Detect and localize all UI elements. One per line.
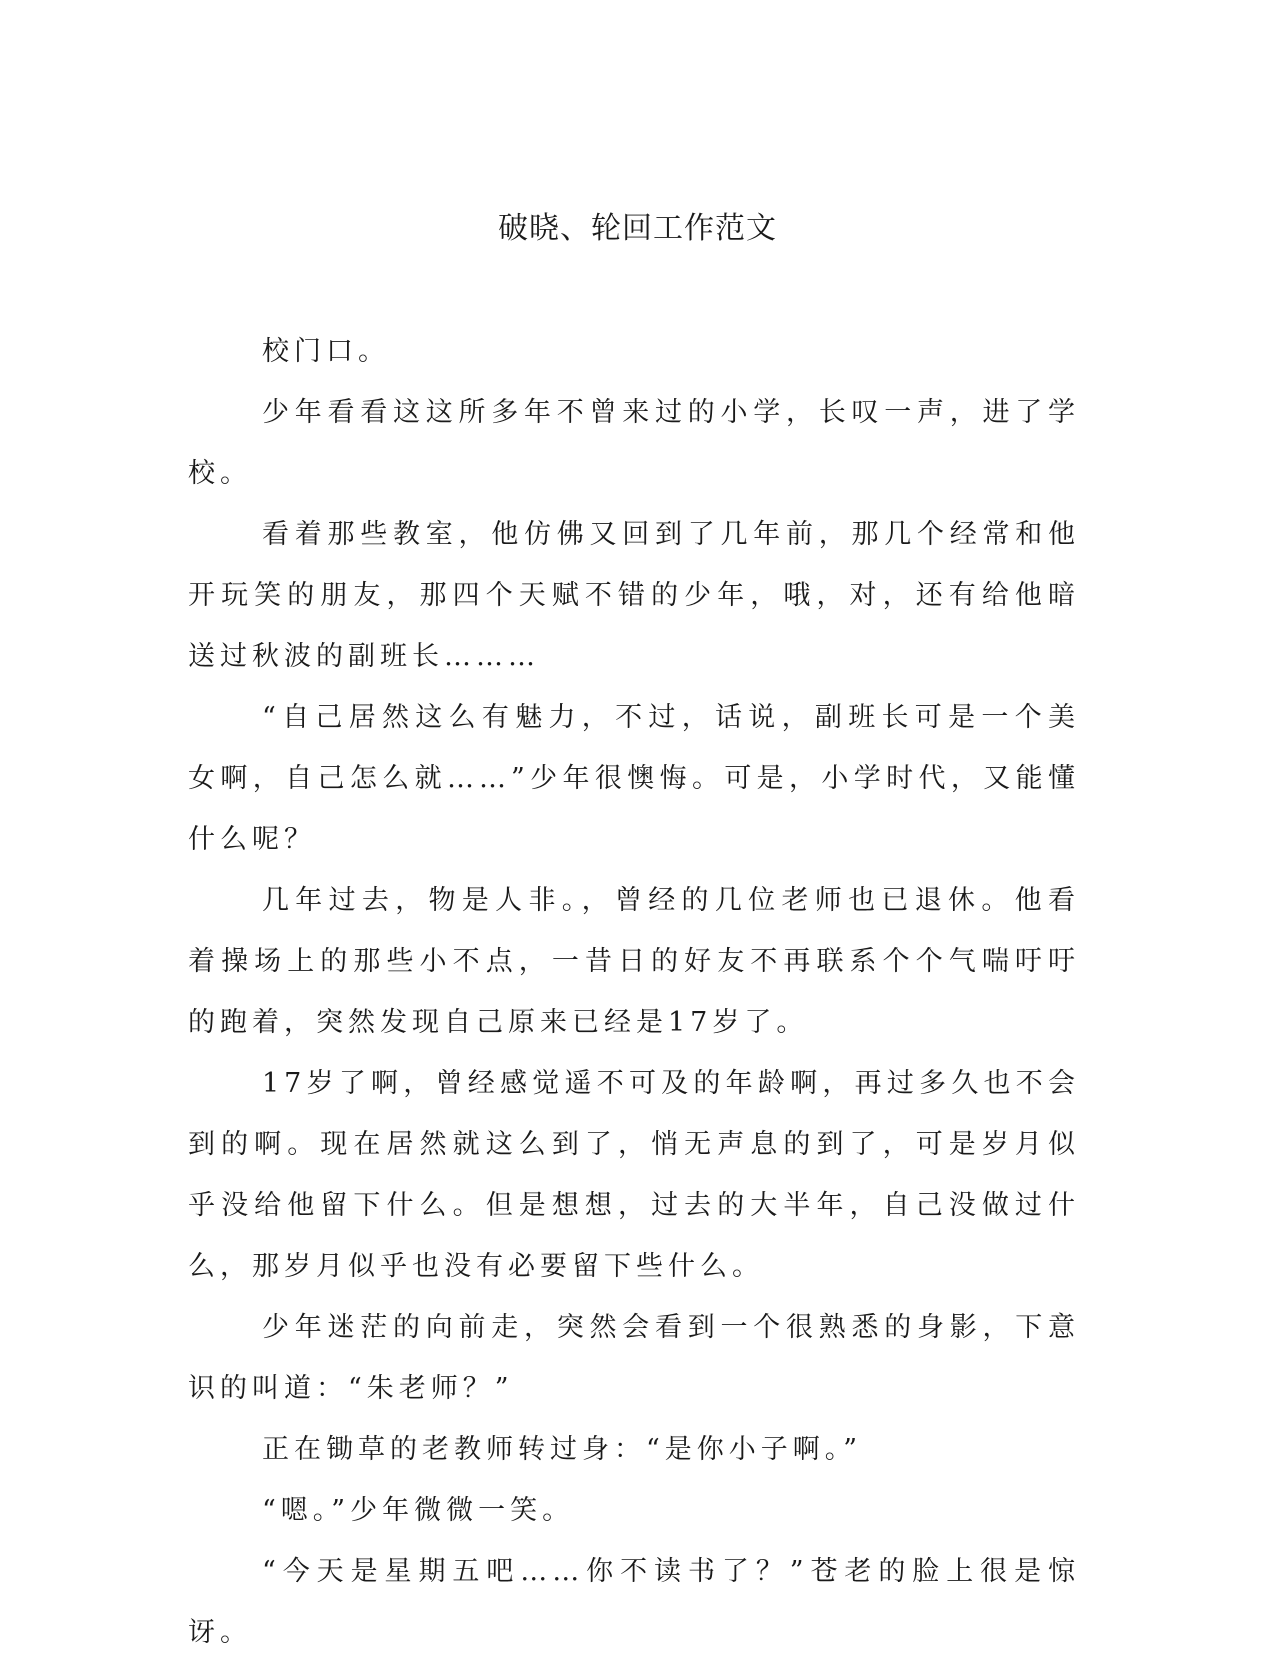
paragraph: 少年看看这这所多年不曾来过的小学，长叹一声，进了学校。: [188, 397, 1080, 489]
paragraph: 少年迷茫的向前走，突然会看到一个很熟悉的身影，下意识的叫道：“朱老师？”: [188, 1312, 1080, 1404]
paragraph: “今天是星期五吧……你不读书了？”苍老的脸上很是惊讶。: [188, 1556, 1080, 1648]
paragraph: “嗯。”少年微微一笑。: [262, 1495, 575, 1526]
document-body: [188, 321, 1080, 1663]
paragraph: 正在锄草的老教师转过身：“是你小子啊。”: [262, 1434, 863, 1465]
paragraph: 几年过去，物是人非。，曾经的几位老师也已退休。他看着操场上的那些小不点，一昔日的好友不再联系个个气喘吁吁的跑着，突然发现自己原来已经是17岁了。: [188, 885, 1080, 1038]
paragraph: 看着那些教室，他仿佛又回到了几年前，那几个经常和他开玩笑的朋友，那四个天赋不错的少年，哦，对，还有给他暗送过秋波的副班长………: [188, 519, 1080, 672]
document-title: 破晓、轮回工作范文: [498, 211, 777, 246]
paragraph: 校门口。: [262, 336, 390, 367]
paragraph: 17岁了啊，曾经感觉遥不可及的年龄啊，再过多久也不会到的啊。现在居然就这么到了，悄无声息的到了，可是岁月似乎没给他留下什么。但是想想，过去的大半年，自己没做过什么，那岁月似乎也没有必要留下些什么。: [188, 1068, 1080, 1282]
paragraph: “自己居然这么有魅力，不过，话说，副班长可是一个美女啊，自己怎么就……”少年很懊悔。可是，小学时代，又能懂什么呢？: [188, 702, 1080, 855]
